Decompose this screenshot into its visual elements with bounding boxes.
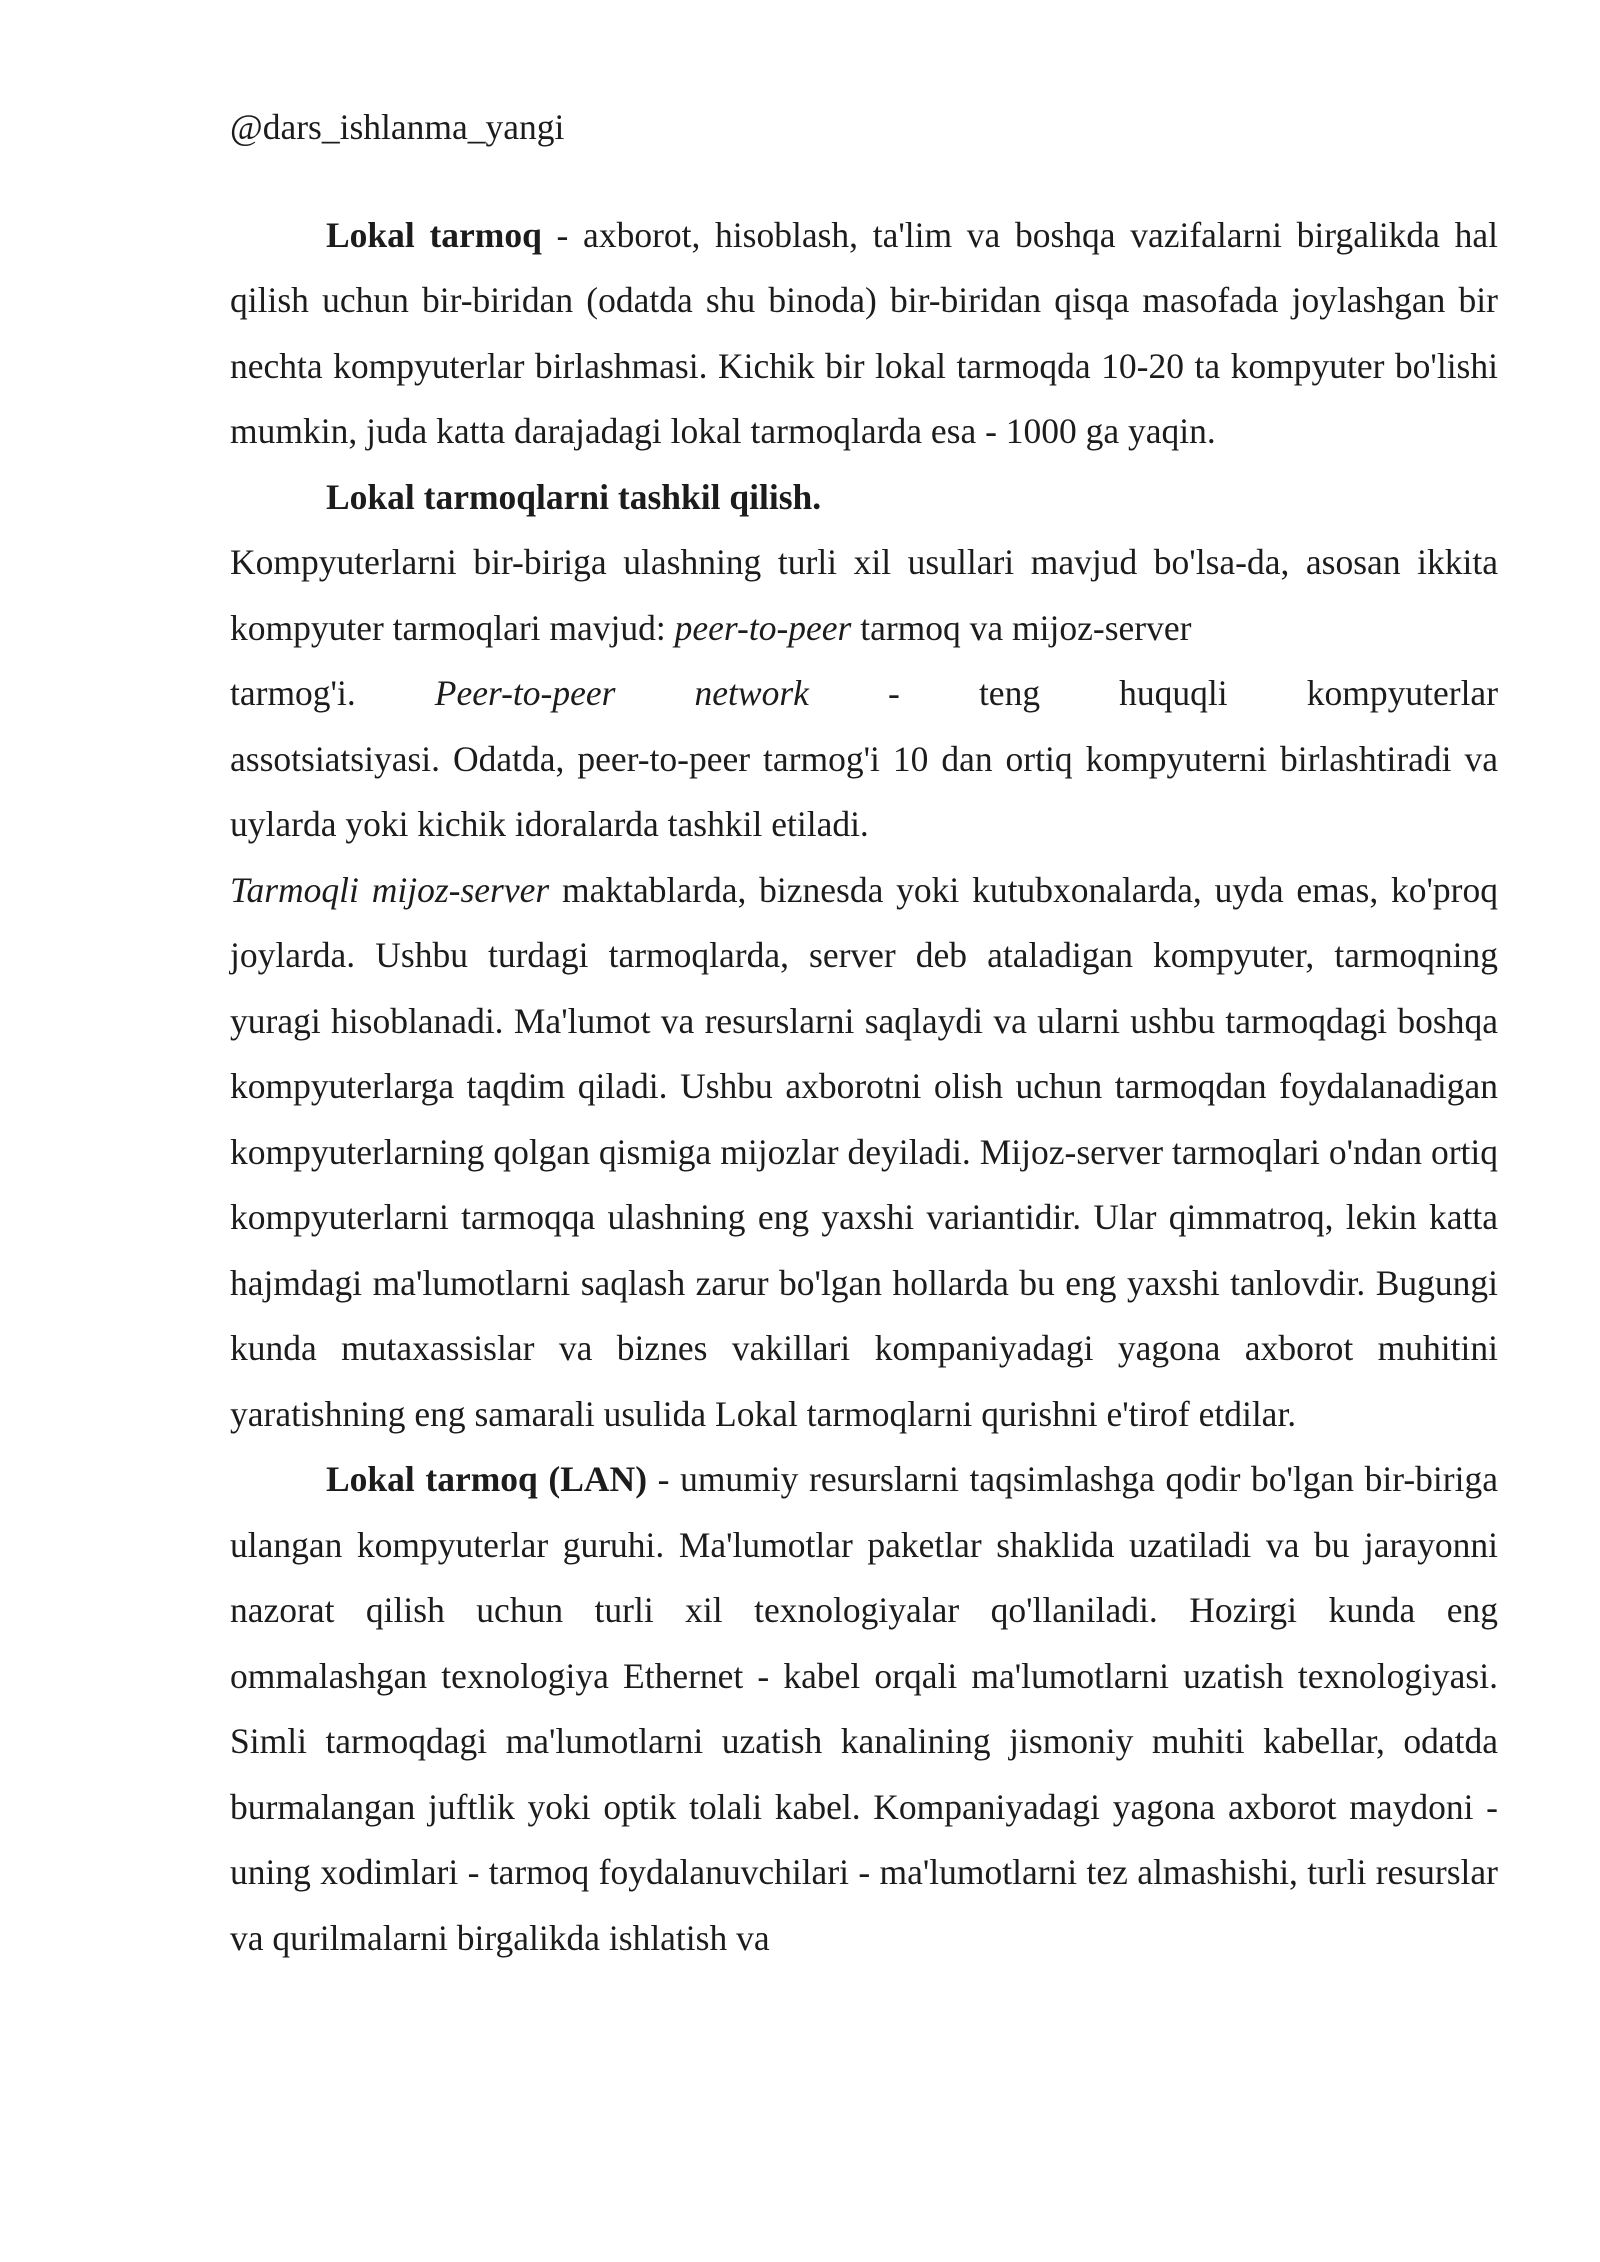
paragraph-text: - teng huquqli <box>808 673 1228 713</box>
paragraph-text: kompyuterlar <box>1306 673 1499 713</box>
paragraph-local-network-definition <box>230 203 1498 465</box>
paragraph-lan <box>230 1447 1498 1971</box>
paragraph-text: Kompyuterlarni bir-biriga ulashning turli xil usullari mavjud bo'lsa-da, asosan ikkita kompyuter tarmoqlari mavjud: <box>230 542 1498 648</box>
italic-term: Tarmoqli mijoz-server <box>230 869 550 910</box>
paragraph-text: tarmog'i. <box>230 673 435 713</box>
term-lokal-tarmoq: Lokal tarmoq <box>326 214 542 255</box>
paragraph-text: maktablarda, biznesda yoki kutubxonalarda, uyda emas, ko'proq joylarda. Ushbu turdagi tarmoqlarda, server deb ataladigan kompyuter, tarmoqning yuragi hisoblanadi. Ma'lumot va resurslarni saqlaydi va ularni ushbu tarmoqdagi boshqa kompyuterlarga taqdim qiladi. Ushbu axborotni olish uchun tarmoqdan foydalanadigan kompyuterlarning qolgan qismiga mijozlar deyiladi. Mijoz-server tarmoqlari o'ndan ortiq kompyuterlarni tarmoqqa ulashning eng yaxshi variantidir. Ular qimmatroq, lekin katta hajmdagi ma'lumotlarni saqlash zarur bo'lgan hollarda bu eng yaxshi tanlovdir. Bugungi kunda mutaxassislar va biznes vakillari kompaniyadagi yagona axborot muhitini yaratishning eng samarali usulida Lokal tarmoqlarni qurishni e'tirof etdilar. <box>230 869 1498 1434</box>
section-heading: Lokal tarmoqlarni tashkil qilish. <box>326 476 822 517</box>
italic-term: network <box>694 673 809 713</box>
term-lokal-tarmoq-lan: Lokal tarmoq (LAN) <box>326 1459 648 1499</box>
paragraph-text: - axborot, hisoblash, ta'lim va boshqa vazifalarni birgalikda hal qilish uchun bir-biridan (odatda shu binoda) bir-biridan qisqa masofada joylashgan bir nechta kompyuterlar birlashmasi. Kichik bir lokal tarmoqda 10-20 ta kompyuter bo'lishi mumkin, juda katta darajadagi lokal tarmoqlarda esa - 1000 ga yaqin. <box>230 214 1498 451</box>
paragraph-client-server <box>230 858 1498 1448</box>
paragraph-network-types <box>230 530 1498 858</box>
italic-term: peer-to-peer <box>674 607 852 648</box>
channel-handle: @dars_ishlanma_yangi <box>230 107 565 147</box>
italic-term: Peer-to-peer <box>434 673 616 713</box>
justified-line <box>230 661 1498 727</box>
paragraph-text: - umumiy resurslarni taqsimlashga qodir bo'lgan bir-biriga ulangan kompyuterlar guruhi. Ma'lumotlar paketlar shaklida uzatiladi va bu jarayonni nazorat qilish uchun turli xil texnologiyalar qo'llaniladi. Hozirgi kunda eng ommalashgan texnologiya Ethernet - kabel orqali ma'lumotlarni uzatish texnologiyasi. Simli tarmoqdagi ma'lumotlarni uzatish kanalining jismoniy muhiti kabellar, odatda burmalangan juftlik yoki optik tolali kabel. Kompaniyadagi yagona axborot maydoni - uning xodimlari - tarmoq foydalanuvchilari - ma'lumotlarni tez almashishi, turli resurslar va qurilmalarni birgalikda ishlatish va <box>230 1459 1498 1958</box>
paragraph-text: assotsiatsiyasi. Odatda, peer-to-peer tarmog'i 10 dan ortiq kompyuterni birlashtiradi va uylarda yoki kichik idoralarda tashkil etiladi. <box>230 738 1498 844</box>
paragraph-text: tarmoq va mijoz-server <box>851 607 1192 648</box>
document-page <box>230 95 1498 1971</box>
